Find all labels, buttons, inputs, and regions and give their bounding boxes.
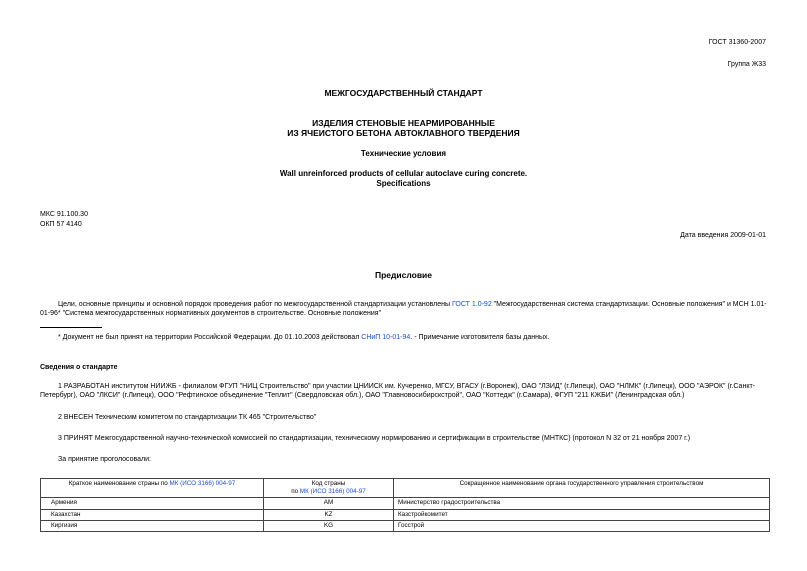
code-cell: KZ — [264, 509, 394, 520]
okp-code: ОКП 57 4140 — [40, 221, 82, 228]
country-cell: Армения — [41, 498, 264, 509]
organization-cell: Министерство градостроительства — [394, 498, 770, 509]
code-cell: AM — [264, 498, 394, 509]
mks-code: МКС 91.100.30 — [40, 211, 88, 218]
organization-cell: Казстройкомитет — [394, 509, 770, 520]
gost-1-0-92-link[interactable]: ГОСТ 1.0-92 — [451, 301, 492, 308]
table-row — [41, 520, 770, 531]
table-header-row — [41, 479, 770, 498]
title-line-2: ИЗ ЯЧЕИСТОГО БЕТОНА АВТОКЛАВНОГО ТВЕРДЕНИЯ — [287, 128, 520, 138]
mk-iso-3166-link[interactable]: МК (ИСО 3166) 004-97 — [169, 480, 236, 487]
preface-heading: Предисловие — [374, 270, 433, 280]
intro-date: Дата введения 2009-01-01 — [680, 232, 766, 239]
table-row — [41, 498, 770, 509]
info-item-2: 2 ВНЕСЕН Техническим комитетом по стандартизации ТК 465 "Строительство" — [58, 414, 317, 421]
country-cell: Киргизия — [41, 520, 264, 531]
standard-number: ГОСТ 31360-2007 — [708, 39, 766, 46]
code-cell: KG — [264, 520, 394, 531]
info-item-3: 3 ПРИНЯТ Межгосударственной научно-технической комиссией по стандартизации, техническому нормированию и сертификации в строительстве (МНТКС) (протокол N 32 от 21 ноября 2007 г.) — [58, 435, 691, 442]
country-cell: Казахстан — [41, 509, 264, 520]
table-row — [41, 509, 770, 520]
mk-iso-3166-link[interactable]: МК (ИСО 3166) 004-97 — [299, 488, 366, 496]
info-heading: Сведения о стандарте — [40, 364, 118, 371]
snip-10-01-94-link[interactable]: СНиП 10-01-94 — [361, 334, 411, 341]
info-item-1: 1 РАЗРАБОТАН институтом НИИЖБ - филиалом ФГУП "НИЦ Строительство" при участии ЦНИИСК им. Кучеренко, МГСУ, ВГАСУ (г.Воронеж), ОАО "ЛЗИД" (г.Липецк), ОАО "НЛМК" (г.Липецк), ООО "АЭРОК" (г.Санкт-Петербург), ОАО "ЛКСИ" (г.Липецк), ООО "Рефтинское объединение "Теплит" (Свердловская обл.), ОАО "Главновосибирскстрой", ОАО "Коттедж" (г.Самара), ФГУП "211 КЖБИ" (Ленинградская обл.) — [40, 383, 755, 400]
column-header-country: Краткое наименование страны по МК (ИСО 3166) 004-97 — [41, 479, 264, 498]
column-header-code: Код страны по МК (ИСО 3166) 004-97 — [264, 479, 394, 498]
vote-intro: За принятие проголосовали: — [58, 456, 151, 463]
title-line-1: ИЗДЕЛИЯ СТЕНОВЫЕ НЕАРМИРОВАННЫЕ — [312, 118, 495, 128]
voting-countries-table — [40, 478, 770, 532]
english-title-line-2: Specifications — [376, 179, 431, 188]
footnote: * Документ не был принят на территории Российской Федерации. До 01.10.2003 действовал СНиП 10-01-94. - Примечание изготовителя базы данных. — [58, 334, 550, 341]
column-header-organization: Сокращенное наименование органа государственного управления строительством — [394, 479, 770, 498]
organization-cell: Госстрой — [394, 520, 770, 531]
standard-kind: МЕЖГОСУДАРСТВЕННЫЙ СТАНДАРТ — [324, 88, 483, 98]
subtitle: Технические условия — [360, 149, 447, 158]
group-code: Группа Ж33 — [727, 61, 766, 68]
footnote-divider — [40, 327, 102, 328]
english-title-line-1: Wall unreinforced products of cellular autoclave curing concrete. — [279, 169, 528, 178]
preface-paragraph: Цели, основные принципы и основной порядок проведения работ по межгосударственной стандартизации установлены ГОСТ 1.0-92 "Межгосударственная система стандартизации. Основные положения" и МСН 1.01-01-96* "Система межгосударственных нормативных документов в строительстве. Основные положения" — [40, 301, 767, 318]
